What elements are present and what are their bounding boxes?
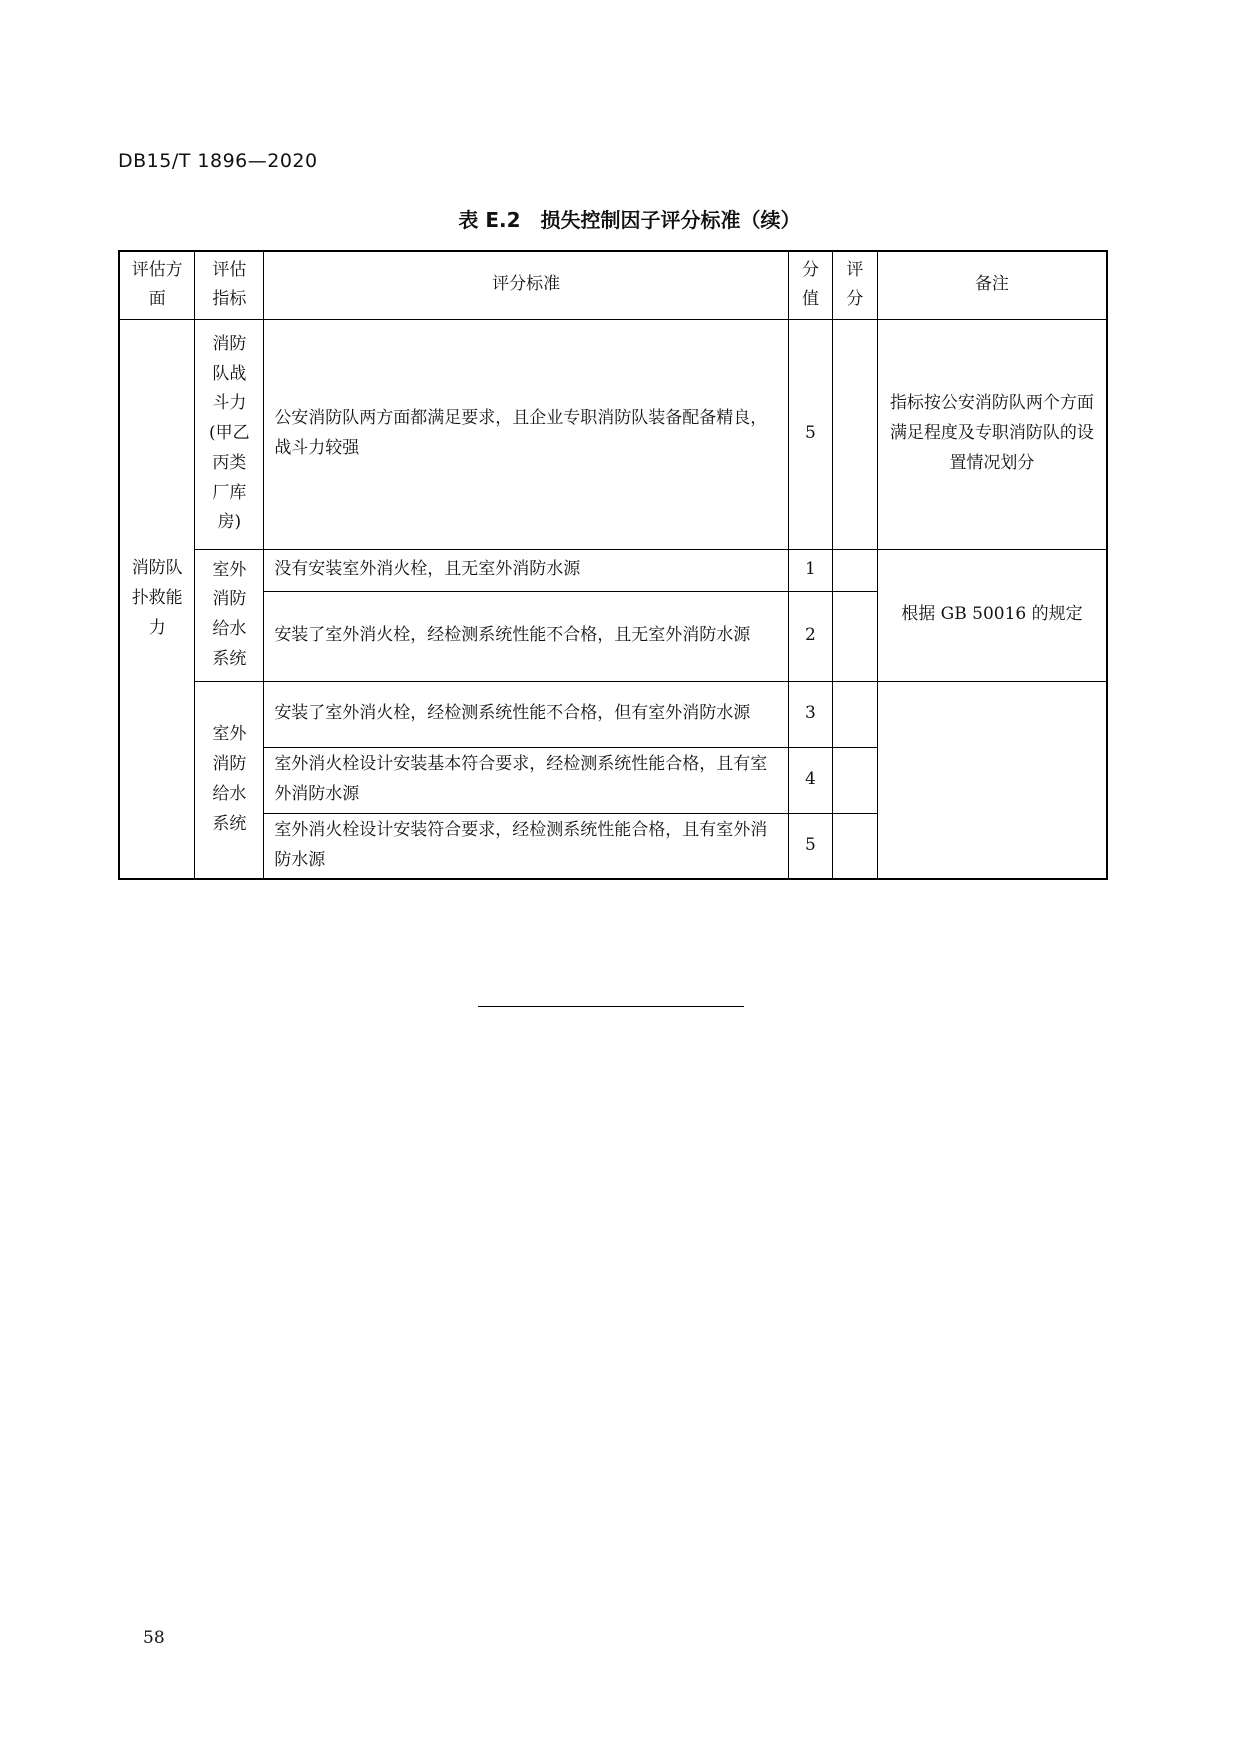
header-aspect: 评估方面 [119,251,195,319]
score-cell: 1 [788,549,832,591]
score-cell: 2 [788,591,832,681]
indicator-cell: 消防队战斗力(甲乙丙类厂库房) [195,319,264,549]
rating-cell [832,813,877,879]
remarks-cell: 指标按公安消防队两个方面满足程度及专职消防队的设置情况划分 [877,319,1107,549]
document-code: DB15/T 1896—2020 [118,150,318,172]
header-indicator: 评估指标 [195,251,264,319]
rating-cell [832,591,877,681]
table-title: 表 E.2 损失控制因子评分标准（续） [458,208,801,232]
rating-cell [832,747,877,813]
remarks-cell [877,681,1107,879]
header-rating: 评分 [832,251,877,319]
header-score-value: 分值 [788,251,832,319]
criteria-cell: 安装了室外消火栓，经检测系统性能不合格，但有室外消防水源 [264,681,789,747]
table-row [119,549,1107,591]
score-cell: 5 [788,319,832,549]
table-header-row [119,251,1107,319]
header-criteria: 评分标准 [264,251,789,319]
indicator-cell: 室外消防给水系统 [195,549,264,681]
score-cell: 4 [788,747,832,813]
page-number: 58 [143,1628,165,1648]
rating-cell [832,319,877,549]
criteria-cell: 室外消火栓设计安装符合要求，经检测系统性能合格，且有室外消防水源 [264,813,789,879]
remarks-cell: 根据 GB 50016 的规定 [877,549,1107,681]
table-row [119,681,1107,747]
criteria-cell: 公安消防队两方面都满足要求，且企业专职消防队装备配备精良，战斗力较强 [264,319,789,549]
criteria-cell: 室外消火栓设计安装基本符合要求，经检测系统性能合格，且有室外消防水源 [264,747,789,813]
score-cell: 5 [788,813,832,879]
header-remarks: 备注 [877,251,1107,319]
aspect-cell: 消防队扑救能力 [119,319,195,879]
criteria-cell: 安装了室外消火栓，经检测系统性能不合格，且无室外消防水源 [264,591,789,681]
scoring-standard-table [118,250,1108,880]
rating-cell [832,681,877,747]
rating-cell [832,549,877,591]
criteria-cell: 没有安装室外消火栓，且无室外消防水源 [264,549,789,591]
indicator-cell: 室外消防给水系统 [195,681,264,879]
table-row [119,319,1107,549]
score-cell: 3 [788,681,832,747]
end-of-document-rule [478,1006,744,1007]
